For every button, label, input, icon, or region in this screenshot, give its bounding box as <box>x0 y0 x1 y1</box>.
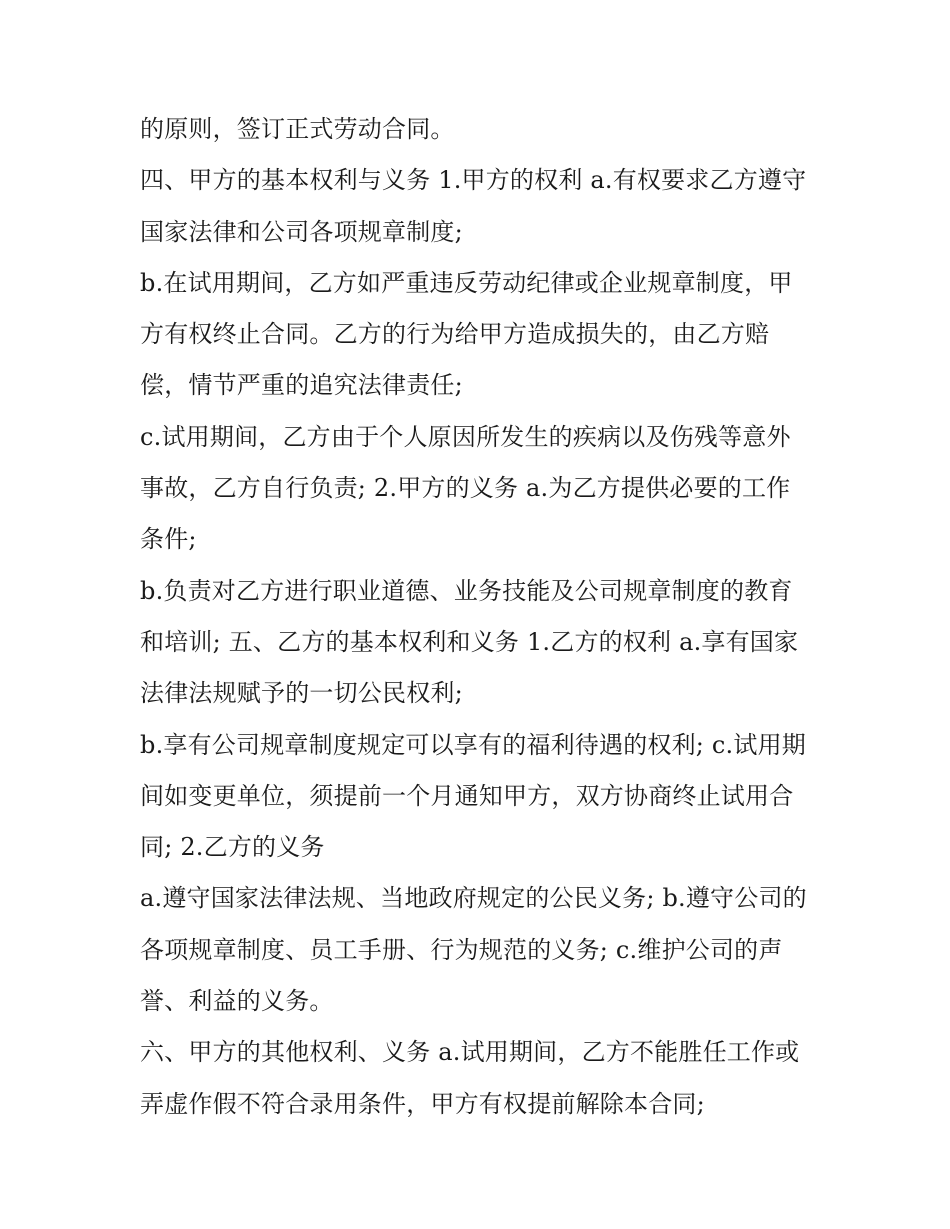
paragraph-section-six: 六、甲方的其他权利、义务 a.试用期间，乙方不能胜任工作或弄虚作假不符合录用条件，甲方有权提前解除本合同; <box>140 1038 800 1118</box>
paragraph-party-a-right-c: c.试用期间，乙方由于个人原因所发生的疾病以及伤残等意外事故，乙方自行负责; 2.甲方的义务 a.为乙方提供必要的工作条件; <box>140 422 791 554</box>
paragraph-principle: 的原则，签订正式劳动合同。 <box>140 115 455 143</box>
paragraph-party-a-duty-b: b.负责对乙方进行职业道德、业务技能及公司规章制度的教育和培训; 五、乙方的基本权利和义务 1.乙方的权利 a.享有国家法律法规赋予的一切公民权利; <box>140 576 799 708</box>
document-body <box>140 104 812 1130</box>
paragraph-party-b-rights: b.享有公司规章制度规定可以享有的福利待遇的权利; c.试用期间如变更单位，须提前一个月通知甲方，双方协商终止试用合同; 2.乙方的义务 <box>140 730 806 862</box>
paragraph-party-a-right-b: b.在试用期间，乙方如严重违反劳动纪律或企业规章制度，甲方有权终止合同。乙方的行为给甲方造成损失的，由乙方赔偿，情节严重的追究法律责任; <box>140 268 793 400</box>
paragraph-party-b-duties: a.遵守国家法律法规、当地政府规定的公民义务; b.遵守公司的各项规章制度、员工手册、行为规范的义务; c.维护公司的声誉、利益的义务。 <box>140 884 807 1016</box>
paragraph-party-a-rights-intro: 四、甲方的基本权利与义务 1.甲方的权利 a.有权要求乙方遵守国家法律和公司各项规章制度; <box>140 166 807 246</box>
